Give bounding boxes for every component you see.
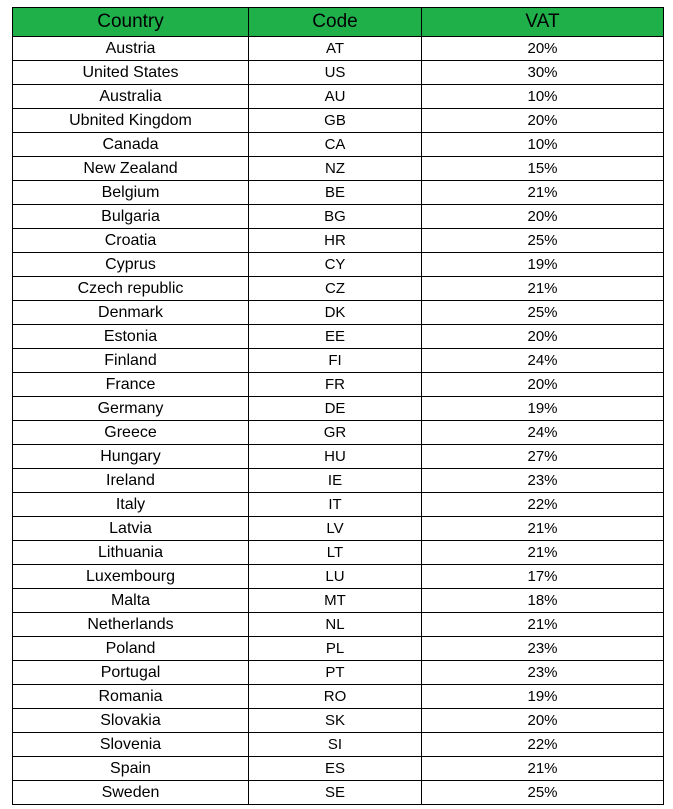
country-cell[interactable]: Lithuania xyxy=(13,541,249,565)
code-cell[interactable]: AU xyxy=(249,85,422,109)
vat-cell[interactable]: 20% xyxy=(422,325,664,349)
header-vat[interactable]: VAT xyxy=(422,8,664,37)
code-cell[interactable]: CA xyxy=(249,133,422,157)
code-cell[interactable]: PL xyxy=(249,637,422,661)
table-row xyxy=(13,781,664,805)
vat-cell[interactable]: 23% xyxy=(422,469,664,493)
table-row xyxy=(13,253,664,277)
code-cell[interactable]: NZ xyxy=(249,157,422,181)
table-row xyxy=(13,85,664,109)
vat-cell[interactable]: 18% xyxy=(422,589,664,613)
vat-cell[interactable]: 27% xyxy=(422,445,664,469)
country-cell[interactable]: Czech republic xyxy=(13,277,249,301)
country-cell[interactable]: Luxembourg xyxy=(13,565,249,589)
table-row xyxy=(13,541,664,565)
table-row xyxy=(13,301,664,325)
vat-cell[interactable]: 23% xyxy=(422,637,664,661)
code-cell[interactable]: ES xyxy=(249,757,422,781)
vat-cell[interactable]: 20% xyxy=(422,109,664,133)
vat-cell[interactable]: 19% xyxy=(422,685,664,709)
country-cell[interactable]: Portugal xyxy=(13,661,249,685)
country-cell[interactable]: Netherlands xyxy=(13,613,249,637)
country-cell[interactable]: New Zealand xyxy=(13,157,249,181)
table-row xyxy=(13,589,664,613)
table-row xyxy=(13,565,664,589)
table-row xyxy=(13,397,664,421)
table-row xyxy=(13,757,664,781)
vat-cell[interactable]: 20% xyxy=(422,373,664,397)
table-row xyxy=(13,157,664,181)
country-cell[interactable]: Hungary xyxy=(13,445,249,469)
code-cell[interactable]: FI xyxy=(249,349,422,373)
code-cell[interactable]: SE xyxy=(249,781,422,805)
table-row xyxy=(13,445,664,469)
table-row xyxy=(13,517,664,541)
country-cell[interactable]: Sweden xyxy=(13,781,249,805)
table-row xyxy=(13,325,664,349)
vat-cell[interactable]: 25% xyxy=(422,781,664,805)
table-row xyxy=(13,205,664,229)
code-cell[interactable]: SK xyxy=(249,709,422,733)
vat-cell[interactable]: 10% xyxy=(422,85,664,109)
country-cell[interactable]: Belgium xyxy=(13,181,249,205)
country-cell[interactable]: Austria xyxy=(13,37,249,61)
country-cell[interactable]: Croatia xyxy=(13,229,249,253)
country-cell[interactable]: Spain xyxy=(13,757,249,781)
table-row xyxy=(13,373,664,397)
code-cell[interactable]: BE xyxy=(249,181,422,205)
code-cell[interactable]: DK xyxy=(249,301,422,325)
code-cell[interactable]: GR xyxy=(249,421,422,445)
code-cell[interactable]: BG xyxy=(249,205,422,229)
country-cell[interactable]: Romania xyxy=(13,685,249,709)
code-cell[interactable]: HR xyxy=(249,229,422,253)
code-cell[interactable]: DE xyxy=(249,397,422,421)
country-cell[interactable]: Greece xyxy=(13,421,249,445)
country-cell[interactable]: Slovenia xyxy=(13,733,249,757)
country-cell[interactable]: Denmark xyxy=(13,301,249,325)
vat-cell[interactable]: 10% xyxy=(422,133,664,157)
vat-cell[interactable]: 21% xyxy=(422,181,664,205)
country-cell[interactable]: Slovakia xyxy=(13,709,249,733)
vat-cell[interactable]: 22% xyxy=(422,733,664,757)
country-cell[interactable]: Germany xyxy=(13,397,249,421)
table-row xyxy=(13,109,664,133)
vat-cell[interactable]: 24% xyxy=(422,421,664,445)
vat-cell[interactable]: 20% xyxy=(422,205,664,229)
code-cell[interactable]: HU xyxy=(249,445,422,469)
vat-cell[interactable]: 20% xyxy=(422,709,664,733)
code-cell[interactable]: LV xyxy=(249,517,422,541)
table-row xyxy=(13,349,664,373)
table-row xyxy=(13,733,664,757)
code-cell[interactable]: US xyxy=(249,61,422,85)
table-row xyxy=(13,685,664,709)
vat-cell[interactable]: 21% xyxy=(422,613,664,637)
table-row xyxy=(13,709,664,733)
header-code[interactable]: Code xyxy=(249,8,422,37)
code-cell[interactable]: CY xyxy=(249,253,422,277)
country-cell[interactable]: United States xyxy=(13,61,249,85)
vat-cell[interactable]: 19% xyxy=(422,253,664,277)
country-cell[interactable]: Poland xyxy=(13,637,249,661)
country-cell[interactable]: Ubnited Kingdom xyxy=(13,109,249,133)
vat-cell[interactable]: 25% xyxy=(422,229,664,253)
country-cell[interactable]: Estonia xyxy=(13,325,249,349)
vat-cell[interactable]: 21% xyxy=(422,517,664,541)
code-cell[interactable]: NL xyxy=(249,613,422,637)
vat-cell[interactable]: 25% xyxy=(422,301,664,325)
vat-cell[interactable]: 19% xyxy=(422,397,664,421)
country-cell[interactable]: Finland xyxy=(13,349,249,373)
code-cell[interactable]: RO xyxy=(249,685,422,709)
code-cell[interactable]: AT xyxy=(249,37,422,61)
spreadsheet-range xyxy=(12,7,664,805)
vat-cell[interactable]: 30% xyxy=(422,61,664,85)
header-country[interactable]: Country xyxy=(13,8,249,37)
table-row xyxy=(13,613,664,637)
code-cell[interactable]: EE xyxy=(249,325,422,349)
table-row xyxy=(13,469,664,493)
vat-cell[interactable]: 23% xyxy=(422,661,664,685)
country-cell[interactable]: Ireland xyxy=(13,469,249,493)
table-row xyxy=(13,61,664,85)
code-cell[interactable]: GB xyxy=(249,109,422,133)
vat-cell[interactable]: 21% xyxy=(422,757,664,781)
vat-cell[interactable]: 22% xyxy=(422,493,664,517)
country-cell[interactable]: Latvia xyxy=(13,517,249,541)
vat-cell[interactable]: 20% xyxy=(422,37,664,61)
country-cell[interactable]: Italy xyxy=(13,493,249,517)
country-cell[interactable]: Cyprus xyxy=(13,253,249,277)
code-cell[interactable]: LU xyxy=(249,565,422,589)
table-row xyxy=(13,229,664,253)
table-row xyxy=(13,493,664,517)
header-row xyxy=(13,8,664,37)
code-cell[interactable]: FR xyxy=(249,373,422,397)
code-cell[interactable]: PT xyxy=(249,661,422,685)
vat-cell[interactable]: 21% xyxy=(422,541,664,565)
vat-cell[interactable]: 17% xyxy=(422,565,664,589)
code-cell[interactable]: MT xyxy=(249,589,422,613)
table-row xyxy=(13,277,664,301)
vat-cell[interactable]: 15% xyxy=(422,157,664,181)
vat-cell[interactable]: 24% xyxy=(422,349,664,373)
vat-cell[interactable]: 21% xyxy=(422,277,664,301)
table-row xyxy=(13,133,664,157)
vat-table xyxy=(12,7,664,805)
code-cell[interactable]: IE xyxy=(249,469,422,493)
code-cell[interactable]: LT xyxy=(249,541,422,565)
code-cell[interactable]: SI xyxy=(249,733,422,757)
table-body xyxy=(13,37,664,805)
table-row xyxy=(13,421,664,445)
country-cell[interactable]: Canada xyxy=(13,133,249,157)
table-row xyxy=(13,661,664,685)
country-cell[interactable]: Bulgaria xyxy=(13,205,249,229)
country-cell[interactable]: France xyxy=(13,373,249,397)
country-cell[interactable]: Australia xyxy=(13,85,249,109)
table-row xyxy=(13,37,664,61)
code-cell[interactable]: CZ xyxy=(249,277,422,301)
table-row xyxy=(13,181,664,205)
table-row xyxy=(13,637,664,661)
code-cell[interactable]: IT xyxy=(249,493,422,517)
country-cell[interactable]: Malta xyxy=(13,589,249,613)
